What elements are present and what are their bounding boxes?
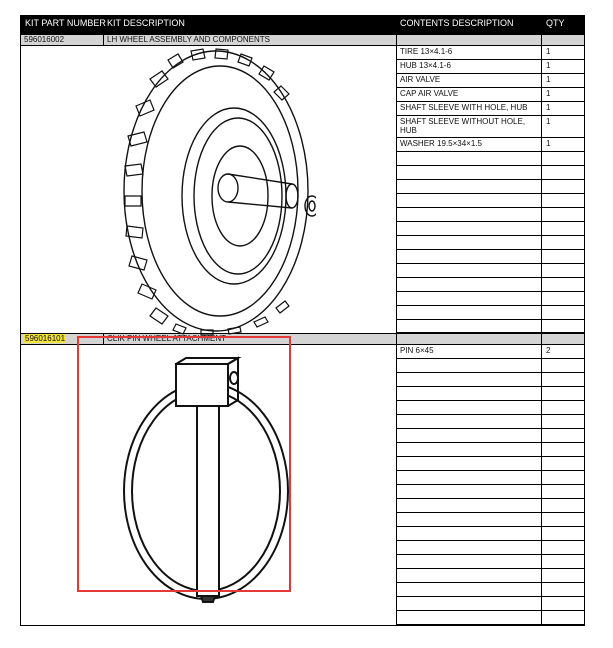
contents-row	[396, 429, 584, 443]
contents-description: SHAFT SLEEVE WITHOUT HOLE, HUB	[400, 117, 526, 135]
contents-row	[396, 569, 584, 583]
contents-row	[396, 236, 584, 250]
column-divider	[103, 34, 104, 46]
contents-description: HUB 13×4.1-6	[400, 61, 451, 70]
contents-row	[396, 46, 584, 60]
contents-row	[396, 457, 584, 471]
contents-qty: 2	[546, 346, 551, 355]
kit-part-number: 596016002	[24, 35, 65, 44]
header-contents-description: CONTENTS DESCRIPTION	[400, 18, 514, 28]
contents-description: PIN 6×45	[400, 346, 434, 355]
contents-row	[396, 194, 584, 208]
contents-row	[396, 152, 584, 166]
wheel-assembly-illustration	[116, 46, 316, 336]
contents-row	[396, 373, 584, 387]
contents-qty: 1	[546, 61, 551, 70]
header-qty: QTY	[546, 18, 565, 28]
contents-description: CAP AIR VALVE	[400, 89, 459, 98]
contents-row	[396, 60, 584, 74]
contents-row	[396, 415, 584, 429]
contents-qty: 1	[546, 139, 551, 148]
contents-row	[396, 74, 584, 88]
contents-row	[396, 264, 584, 278]
contents-row	[396, 443, 584, 457]
contents-row	[396, 597, 584, 611]
contents-row	[396, 541, 584, 555]
contents-row	[396, 555, 584, 569]
contents-description: SHAFT SLEEVE WITH HOLE, HUB	[400, 103, 528, 112]
contents-qty: 1	[546, 47, 551, 56]
kit-part-number: 596016101	[25, 334, 66, 343]
contents-row	[396, 359, 584, 373]
contents-row	[396, 102, 584, 116]
contents-qty: 1	[546, 89, 551, 98]
contents-description: AIR VALVE	[400, 75, 441, 84]
contents-row	[396, 471, 584, 485]
contents-row	[396, 485, 584, 499]
contents-row	[396, 583, 584, 597]
table-header	[21, 16, 584, 34]
contents-row	[396, 513, 584, 527]
contents-row	[396, 611, 584, 625]
contents-row	[396, 387, 584, 401]
kit-description: LH WHEEL ASSEMBLY AND COMPONENTS	[107, 35, 271, 44]
contents-row	[396, 345, 584, 359]
contents-row	[396, 116, 584, 138]
highlight-box	[77, 336, 291, 592]
contents-row	[396, 180, 584, 194]
header-kit-part-number: KIT PART NUMBER	[25, 18, 106, 28]
contents-qty: 1	[546, 117, 551, 126]
contents-row	[396, 278, 584, 292]
contents-row	[396, 499, 584, 513]
contents-row	[396, 208, 584, 222]
contents-row	[396, 320, 584, 333]
header-kit-description: KIT DESCRIPTION	[107, 18, 185, 28]
contents-row	[396, 138, 584, 152]
contents-row	[396, 166, 584, 180]
contents-description: WASHER 19.5×34×1.5	[400, 139, 482, 148]
kit-description: CLIK PIN WHEEL ATTACHMENT	[107, 334, 226, 343]
contents-row	[396, 306, 584, 320]
contents-row	[396, 250, 584, 264]
contents-qty: 1	[546, 75, 551, 84]
contents-description: TIRE 13×4.1-6	[400, 47, 453, 56]
contents-row	[396, 292, 584, 306]
contents-row	[396, 401, 584, 415]
contents-row	[396, 88, 584, 102]
kit-row	[21, 34, 584, 46]
contents-qty: 1	[546, 103, 551, 112]
contents-row	[396, 527, 584, 541]
contents-row	[396, 222, 584, 236]
